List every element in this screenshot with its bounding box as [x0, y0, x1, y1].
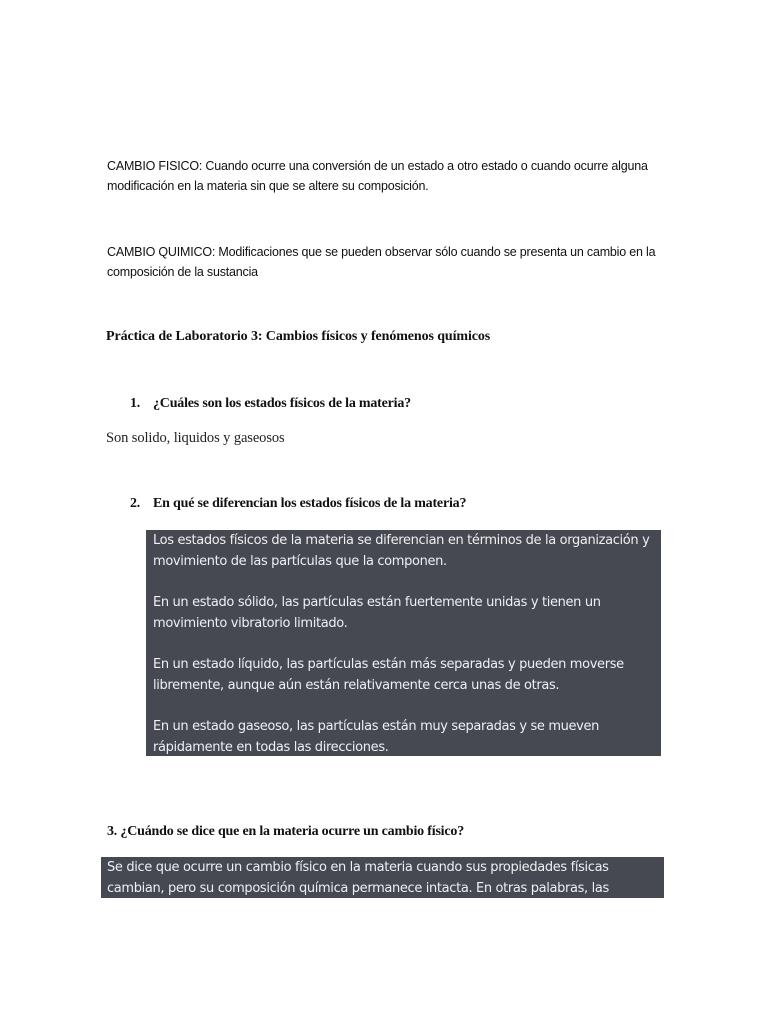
question-text: En qué se diferencian los estados físicos de la materia? — [153, 496, 467, 511]
question-2 — [130, 496, 466, 512]
definition-chemical-change — [107, 242, 667, 282]
definition-physical-change — [107, 156, 667, 196]
question-text: ¿Cuándo se dice que en la materia ocurre un cambio físico? — [120, 824, 464, 839]
answer-3-box — [101, 857, 664, 898]
question-1 — [130, 396, 411, 412]
answer-paragraph: En un estado líquido, las partículas están más separadas y pueden moverse libremente, aunque aún están relativamente cerca unas de otras. — [153, 657, 624, 693]
answer-1: Son solido, liquidos y gaseosos — [106, 430, 285, 446]
definition-title: CAMBIO QUIMICO: — [107, 245, 216, 259]
lab-title: Práctica de Laboratorio 3: Cambios físicos y fenómenos químicos — [106, 329, 491, 344]
question-text: ¿Cuáles son los estados físicos de la materia? — [153, 396, 411, 411]
answer-paragraph: En un estado sólido, las partículas están fuertemente unidas y tienen un movimiento vibratorio limitado. — [153, 595, 601, 631]
answer-2-box — [146, 530, 661, 756]
definition-text: Cuando ocurre una conversión de un estado a otro estado o cuando ocurre alguna modificación en la materia sin que se altere su composición. — [107, 159, 648, 193]
question-number: 2. — [130, 496, 141, 511]
question-number: 3. — [107, 824, 118, 839]
answer-paragraph: Los estados físicos de la materia se diferencian en términos de la organización y movimiento de las partículas que la componen. — [153, 533, 650, 569]
answer-paragraph: Se dice que ocurre un cambio físico en la materia cuando sus propiedades físicas cambian, pero su composición química permanece intacta. En otras palabras, las — [107, 860, 609, 896]
question-number: 1. — [130, 396, 141, 411]
answer-paragraph: En un estado gaseoso, las partículas están muy separadas y se mueven rápidamente en todas las direcciones. — [153, 719, 600, 755]
question-3 — [107, 824, 464, 840]
definition-title: CAMBIO FISICO: — [107, 159, 203, 173]
definition-text: Modificaciones que se pueden observar sólo cuando se presenta un cambio en la composición de la sustancia — [107, 245, 656, 279]
